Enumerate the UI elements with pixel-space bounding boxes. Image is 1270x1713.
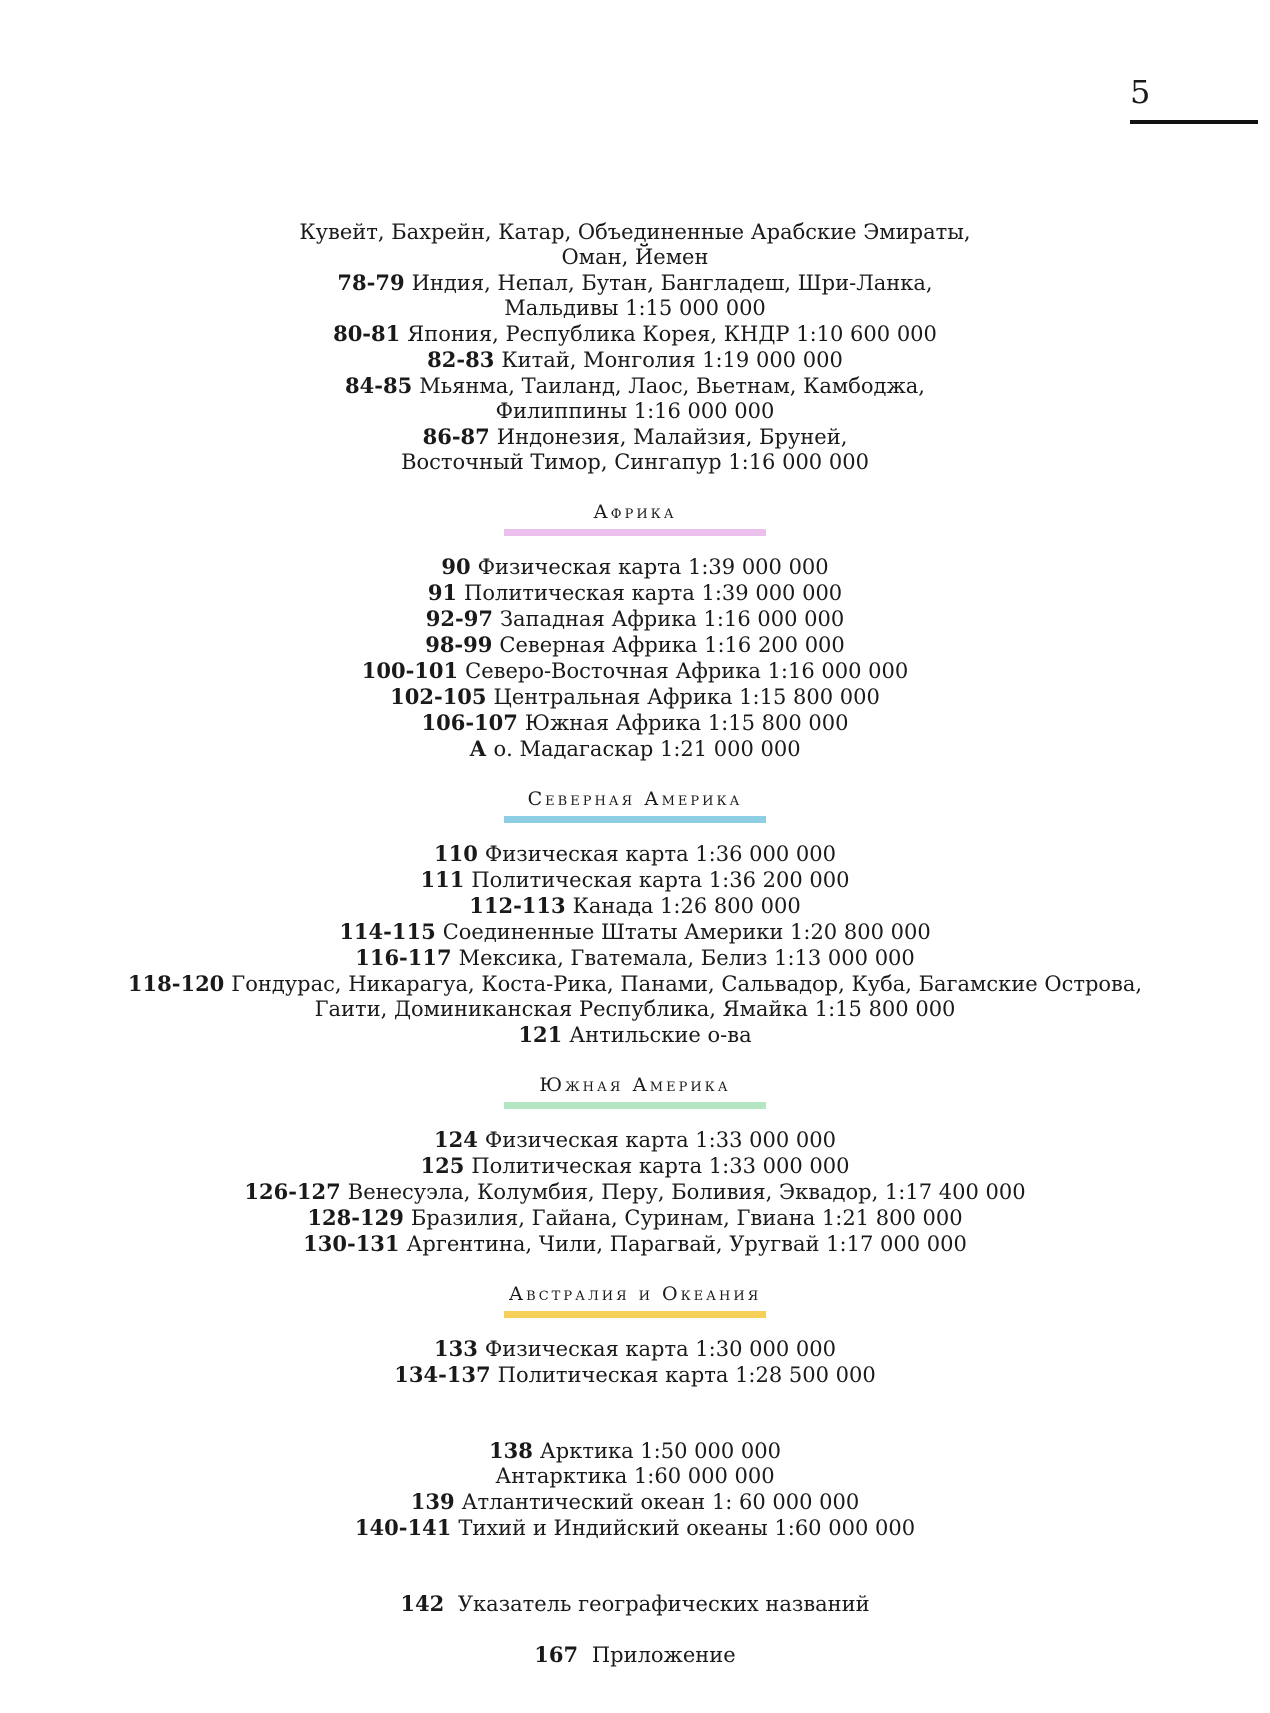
- spacer: [0, 823, 1270, 841]
- entry-title: Гаити, Доминиканская Республика, Ямайка 1:15 800 000: [314, 997, 956, 1021]
- entry-page-number: 133: [434, 1336, 478, 1361]
- toc-entry[interactable]: [0, 373, 1270, 399]
- entry-title: Япония, Республика Корея, КНДР 1:10 600 000: [407, 322, 937, 346]
- entry-page-number: 125: [420, 1153, 465, 1178]
- entry-page-number: 138: [489, 1438, 533, 1463]
- spacer: [0, 1109, 1270, 1127]
- entry-title: Аргентина, Чили, Парагвай, Уругвай 1:17 000 000: [406, 1232, 967, 1256]
- entry-title: Китай, Монголия 1:19 000 000: [501, 348, 843, 372]
- entry-title: Гондурас, Никарагуа, Коста-Рика, Панами, Сальвадор, Куба, Багамские Острова,: [231, 972, 1143, 996]
- toc-entry-continuation: [0, 1464, 1270, 1489]
- spacer: [0, 1318, 1270, 1336]
- entry-title: Бразилия, Гайана, Суринам, Гвиана 1:21 800 000: [410, 1206, 963, 1230]
- entry-title: Тихий и Индийский океаны 1:60 000 000: [458, 1516, 916, 1540]
- toc-entry[interactable]: [0, 919, 1270, 945]
- entry-title: Указатель географических названий: [457, 1592, 870, 1616]
- spacer: [0, 1541, 1270, 1591]
- entry-title: Восточный Тимор, Сингапур 1:16 000 000: [401, 450, 869, 474]
- toc-entry-index[interactable]: [0, 1591, 1270, 1617]
- entry-title: Соединенные Штаты Америки 1:20 800 000: [442, 920, 931, 944]
- toc-entry[interactable]: [0, 606, 1270, 632]
- entry-title: Оман, Йемен: [561, 245, 709, 269]
- entry-page-number: 167: [534, 1642, 579, 1667]
- entry-page-number: 111: [420, 867, 465, 892]
- entry-title: Физическая карта 1:33 000 000: [484, 1128, 836, 1152]
- toc-entry[interactable]: [0, 893, 1270, 919]
- section-3: [0, 1282, 1270, 1388]
- entry-page-number: 134-137: [394, 1362, 491, 1387]
- entry-title: Политическая карта 1:39 000 000: [464, 581, 843, 605]
- table-of-contents: [0, 220, 1270, 1668]
- entry-title: Арктика 1:50 000 000: [539, 1439, 781, 1463]
- toc-entry[interactable]: [0, 554, 1270, 580]
- entry-title: Приложение: [591, 1643, 736, 1667]
- entry-title: Филиппины 1:16 000 000: [495, 399, 775, 423]
- entry-title: Политическая карта 1:28 500 000: [497, 1363, 876, 1387]
- toc-entry-continuation: [0, 296, 1270, 321]
- entry-title: Антарктика 1:60 000 000: [495, 1464, 775, 1488]
- entry-page-number: 121: [518, 1022, 563, 1047]
- polar-oceans-list: [0, 1438, 1270, 1541]
- toc-entry[interactable]: [0, 1231, 1270, 1257]
- toc-entry[interactable]: [0, 1489, 1270, 1515]
- toc-entry-continuation: [0, 245, 1270, 270]
- toc-entry-continuation: [0, 450, 1270, 475]
- entry-title: Венесуэла, Колумбия, Перу, Боливия, Эквадор, 1:17 400 000: [347, 1180, 1026, 1204]
- entry-page-number: А: [469, 736, 487, 761]
- toc-entry[interactable]: [0, 424, 1270, 450]
- entry-page-number: 90: [441, 554, 471, 579]
- entry-page-number: 100-101: [361, 658, 459, 683]
- page-number: 5: [1130, 73, 1152, 111]
- toc-entry[interactable]: [0, 1205, 1270, 1231]
- entry-title: Мальдивы 1:15 000 000: [504, 296, 766, 320]
- section-0: [0, 500, 1270, 762]
- section-color-bar: [504, 529, 766, 536]
- entry-page-number: 112-113: [469, 893, 566, 918]
- toc-entry[interactable]: [0, 658, 1270, 684]
- entry-page-number: 78-79: [337, 270, 405, 295]
- toc-entry[interactable]: [0, 1153, 1270, 1179]
- entry-title: Северная Африка 1:16 200 000: [499, 633, 845, 657]
- toc-entry-appendix[interactable]: [0, 1642, 1270, 1668]
- toc-entry[interactable]: [0, 736, 1270, 762]
- entry-page-number: 142: [400, 1591, 445, 1616]
- entry-title: Мексика, Гватемала, Белиз 1:13 000 000: [458, 946, 915, 970]
- entry-page-number: 124: [434, 1127, 478, 1152]
- entry-title: Физическая карта 1:36 000 000: [484, 842, 836, 866]
- entry-page-number: 102-105: [390, 684, 487, 709]
- entry-title: Политическая карта 1:36 200 000: [471, 868, 850, 892]
- entry-page-number: 82-83: [427, 347, 495, 372]
- entry-title: Канада 1:26 800 000: [572, 894, 801, 918]
- toc-entry[interactable]: [0, 580, 1270, 606]
- entry-title: Западная Африка 1:16 000 000: [499, 607, 845, 631]
- toc-entry[interactable]: [0, 710, 1270, 736]
- toc-entry-continuation: [0, 220, 1270, 245]
- entry-title: о. Мадагаскар 1:21 000 000: [493, 737, 801, 761]
- entry-title: Южная Африка 1:15 800 000: [524, 711, 849, 735]
- entry-page-number: 116-117: [355, 945, 452, 970]
- entry-title: Индия, Непал, Бутан, Бангладеш, Шри-Ланка,: [411, 271, 933, 295]
- section-title: Австралия и Океания: [508, 1283, 762, 1305]
- toc-entry[interactable]: [0, 1438, 1270, 1464]
- section-color-bar: [504, 1102, 766, 1109]
- section-2: [0, 1073, 1270, 1257]
- entry-title: Антильские о-ва: [569, 1023, 752, 1047]
- section-title: Северная Америка: [527, 788, 743, 810]
- toc-entry[interactable]: [0, 321, 1270, 347]
- toc-entry[interactable]: [0, 1127, 1270, 1153]
- toc-entry-continuation: [0, 997, 1270, 1022]
- toc-entry[interactable]: [0, 1336, 1270, 1362]
- toc-entry[interactable]: [0, 347, 1270, 373]
- entry-page-number: 130-131: [303, 1231, 400, 1256]
- entry-page-number: 114-115: [339, 919, 436, 944]
- toc-entry[interactable]: [0, 971, 1270, 997]
- entry-page-number: 98-99: [425, 632, 493, 657]
- entry-page-number: 80-81: [333, 321, 401, 346]
- toc-entry-continuation: [0, 399, 1270, 424]
- entry-title: Индонезия, Малайзия, Бруней,: [496, 425, 848, 449]
- entry-title: Физическая карта 1:39 000 000: [477, 555, 829, 579]
- section-title: Южная Америка: [539, 1074, 731, 1096]
- entry-page-number: 110: [434, 841, 478, 866]
- toc-entry[interactable]: [0, 1022, 1270, 1048]
- toc-entry[interactable]: [0, 945, 1270, 971]
- entry-title: Центральная Африка 1:15 800 000: [493, 685, 880, 709]
- toc-entry[interactable]: [0, 270, 1270, 296]
- entry-page-number: 92-97: [425, 606, 493, 631]
- toc-entry[interactable]: [0, 632, 1270, 658]
- entry-page-number: 84-85: [345, 373, 413, 398]
- section-1: [0, 787, 1270, 1048]
- entry-page-number: 86-87: [422, 424, 490, 449]
- toc-entry[interactable]: [0, 867, 1270, 893]
- toc-entry[interactable]: [0, 1515, 1270, 1541]
- entry-title: Физическая карта 1:30 000 000: [484, 1337, 836, 1361]
- page-number-rule: [1130, 70, 1258, 124]
- entry-title: Политическая карта 1:33 000 000: [471, 1154, 850, 1178]
- section-title: Африка: [593, 501, 677, 523]
- toc-entry[interactable]: [0, 1179, 1270, 1205]
- toc-entry[interactable]: [0, 1362, 1270, 1388]
- entry-title: Кувейт, Бахрейн, Катар, Объединенные Арабские Эмираты,: [299, 220, 971, 244]
- entry-page-number: 91: [427, 580, 458, 605]
- section-color-bar: [504, 816, 766, 823]
- asia-continued-list: [0, 220, 1270, 475]
- toc-entry[interactable]: [0, 841, 1270, 867]
- entry-page-number: 128-129: [307, 1205, 404, 1230]
- entry-page-number: 139: [410, 1489, 455, 1514]
- spacer: [0, 1413, 1270, 1438]
- spacer: [0, 536, 1270, 554]
- entry-title: Атлантический океан 1: 60 000 000: [461, 1490, 860, 1514]
- entry-page-number: 106-107: [421, 710, 518, 735]
- entry-title: Мьянма, Таиланд, Лаос, Вьетнам, Камбоджа,: [419, 374, 925, 398]
- continent-sections: [0, 500, 1270, 1388]
- section-color-bar: [504, 1311, 766, 1318]
- entry-page-number: 118-120: [127, 971, 225, 996]
- entry-page-number: 126-127: [244, 1179, 341, 1204]
- entry-page-number: 140-141: [354, 1515, 452, 1540]
- entry-title: Северо-Восточная Африка 1:16 000 000: [465, 659, 909, 683]
- toc-entry[interactable]: [0, 684, 1270, 710]
- spacer: [0, 1617, 1270, 1642]
